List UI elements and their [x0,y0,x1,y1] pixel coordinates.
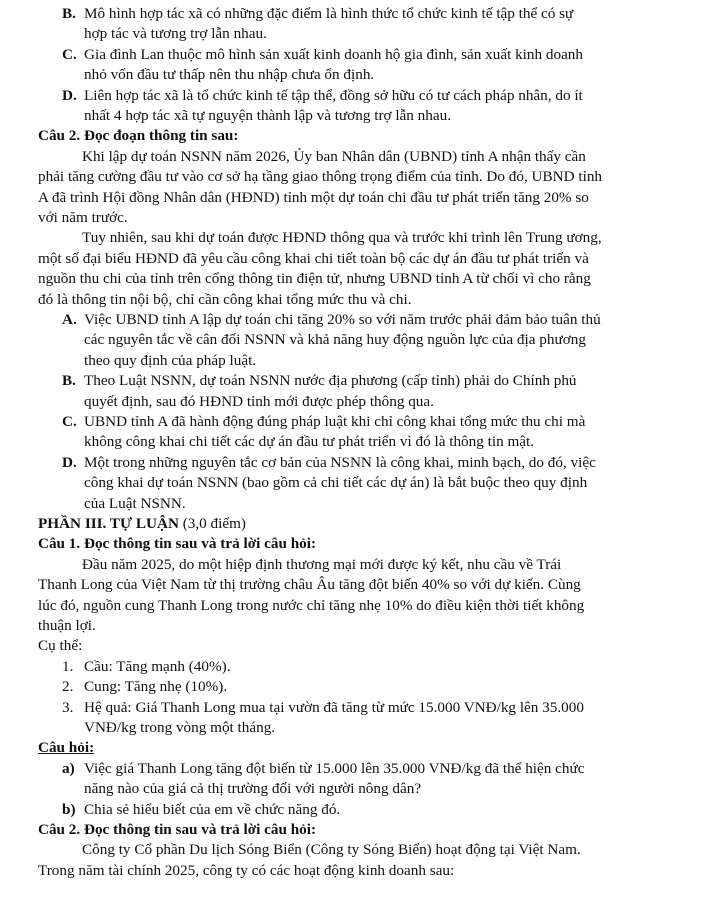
questions-heading: Câu hỏi: [38,739,95,757]
list-item-text: Cung: Tăng nhẹ (10%). [84,678,228,696]
answer-option-label: C. [62,413,77,430]
paragraph-line: thuận lợi. [38,617,96,634]
answer-option-text: hợp tác và tương trợ lẫn nhau. [84,25,267,43]
list-item-text: Cầu: Tăng mạnh (40%). [84,657,231,675]
paragraph-line: Tuy nhiên, sau khi dự toán được HĐND thông qua và trước khi trình lên Trung ương, [82,229,602,247]
sub-question-label: b) [62,800,76,818]
answer-option-text: nhỏ vốn đầu tư thấp nên thu nhập chưa ổn định. [84,66,375,84]
answer-option-text: Mô hình hợp tác xã có những đặc điểm là hình thức tổ chức kinh tế tập thể có sự [84,5,574,22]
sub-question-text: năng nào của giá cả thị trường đối với người nông dân? [84,780,422,798]
paragraph-line: đó là thông tin nội bộ, chỉ cần công khai tổng mức thu và chi. [38,290,412,308]
sub-question-text: Chia sẻ hiểu biết của em về chức năng đó. [84,800,341,818]
answer-option-label: D. [62,453,77,471]
list-number: 3. [62,698,74,716]
paragraph-line: phải tăng cường đầu tư vào cơ sở hạ tầng giao thông trọng điểm của tỉnh. Do đó, UBND tỉnh [38,168,603,186]
answer-option-text: Liên hợp tác xã là tổ chức kinh tế tập thể, đồng sở hữu có tư cách pháp nhân, do ít [84,86,583,104]
section-title: PHẦN III. TỰ LUẬN [38,515,179,532]
question-heading: Câu 1. Đọc thông tin sau và trả lời câu hỏi: [38,535,317,553]
paragraph-line: Thanh Long của Việt Nam từ thị trường châu Âu tăng đột biến 40% so với dự kiến. Cùng [38,576,581,594]
paragraph-line: với năm trước. [38,209,128,226]
answer-option-label: B. [62,5,76,22]
answer-option-label: A. [62,311,77,328]
answer-option-text: Theo Luật NSNN, dự toán NSNN nước địa phương (cấp tỉnh) phải do Chính phủ [84,372,577,390]
section-points: (3,0 điểm) [178,515,246,532]
answer-option-text: công khai dự toán NSNN (bao gồm cả chi tiết các dự án) là bắt buộc theo quy định [84,474,588,492]
answer-option-text: Gia đình Lan thuộc mô hình sản xuất kinh doanh hộ gia đình, sản xuất kinh doanh [84,45,583,63]
answer-option-text: không công khai chi tiết các dự án đầu tư phát triển vì đó là thông tin mật. [84,433,535,451]
answer-option-label: C. [62,45,77,63]
paragraph-line: lúc đó, nguồn cung Thanh Long trong nước chỉ tăng nhẹ 10% do điều kiện thời tiết không [38,596,585,614]
paragraph-line: Khi lập dự toán NSNN năm 2026, Ủy ban Nhân dân (UBND) tỉnh A nhận thấy cần [82,147,586,165]
list-item-text: Hệ quả: Giá Thanh Long mua tại vườn đã tăng từ mức 15.000 VNĐ/kg lên 35.000 [84,698,584,716]
answer-option-label: D. [62,86,77,104]
list-number: 2. [62,678,74,696]
answer-option-label: B. [62,372,76,390]
paragraph-line: Công ty Cổ phần Du lịch Sóng Biển (Công ty Sóng Biển) hoạt động tại Việt Nam. [82,841,581,859]
sub-question-text: Việc giá Thanh Long tăng đột biến từ 15.000 lên 35.000 VNĐ/kg đã thể hiện chức [84,759,585,777]
paragraph-line: A đã trình Hội đồng Nhân dân (HĐND) tỉnh một dự toán chi đầu tư phát triển tăng 20% so [38,188,589,206]
answer-option-text: UBND tỉnh A đã hành động đúng pháp luật khi chỉ công khai tổng mức thu chi mà [84,413,586,430]
question-heading: Câu 2. Đọc đoạn thông tin sau: [38,127,239,145]
answer-option-text: theo quy định của pháp luật. [84,351,257,369]
paragraph-line: một số đại biểu HĐND đã yêu cầu công khai chi tiết toàn bộ các dự án đầu tư phát triển và [38,249,589,267]
answer-option-text: quyết định, sau đó HĐND tỉnh mới được phép thông qua. [84,392,434,410]
list-item-text: VNĐ/kg trong vòng một tháng. [84,719,276,736]
list-number: 1. [62,657,74,675]
paragraph-line: Trong năm tài chính 2025, công ty có các hoạt động kinh doanh sau: [38,861,455,879]
paragraph-line: Đầu năm 2025, do một hiệp định thương mại mới được ký kết, nhu cầu về Trái [82,555,562,573]
list-intro: Cụ thể: [38,637,83,655]
answer-option-text: Việc UBND tỉnh A lập dự toán chi tăng 20% so với năm trước phải đảm bảo tuân thủ [84,311,601,328]
sub-question-label: a) [62,759,75,777]
answer-option-text: của Luật NSNN. [84,494,186,512]
paragraph-line: nguồn thu chi của tỉnh trên cổng thông tin điện tử, nhưng UBND tỉnh A từ chối vì cho rằng [38,270,591,288]
answer-option-text: Một trong những nguyên tắc cơ bản của NSNN là công khai, minh bạch, do đó, việc [84,453,596,471]
question-heading: Câu 2. Đọc thông tin sau và trả lời câu hỏi: [38,821,317,838]
section-heading [38,514,246,534]
answer-option-text: các nguyên tắc về cân đối NSNN và khả năng huy động nguồn lực của địa phương [84,331,586,349]
answer-option-text: nhất 4 hợp tác xã tự nguyện thành lập và tương trợ lẫn nhau. [84,107,451,124]
